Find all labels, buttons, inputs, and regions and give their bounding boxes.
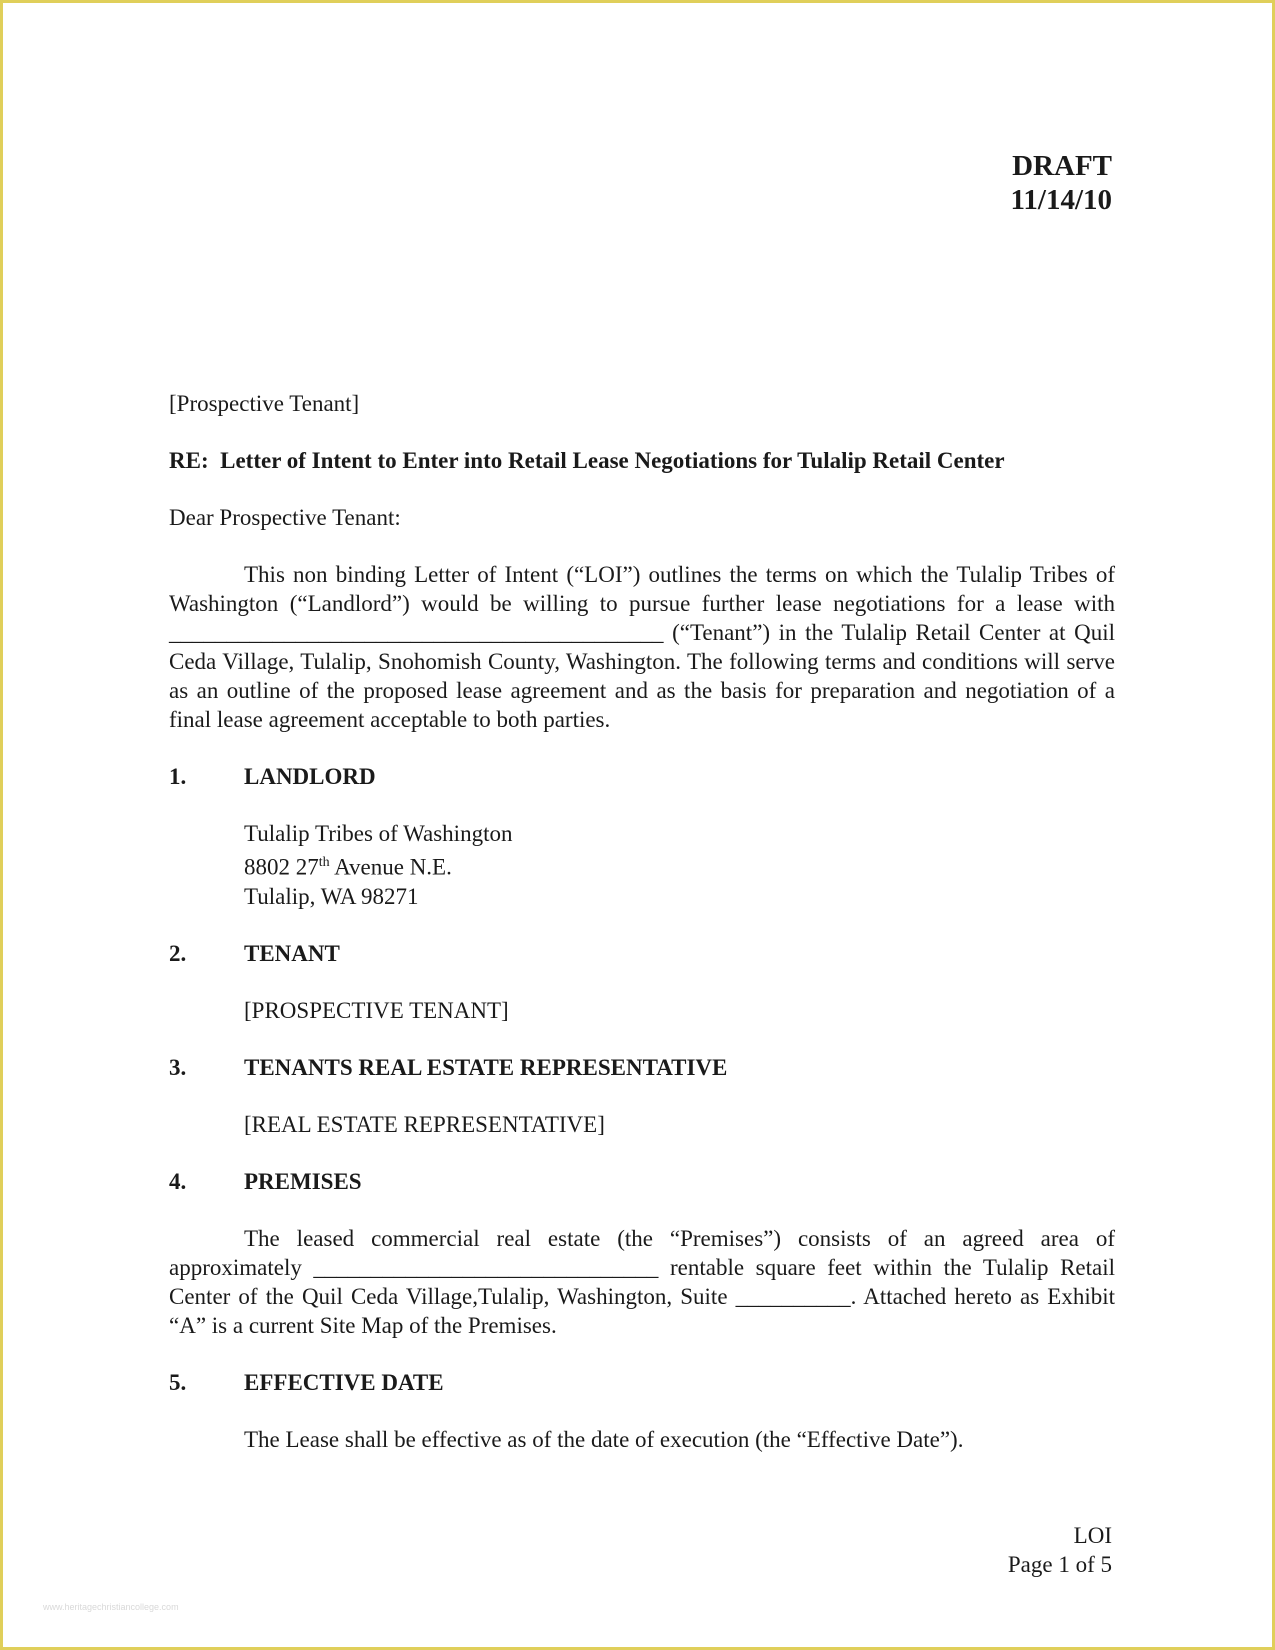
address-number: 8802 27	[244, 854, 319, 880]
section-number: 1.	[169, 764, 187, 789]
section-heading-landlord	[169, 762, 1115, 791]
re-line	[169, 446, 1115, 475]
tenant-placeholder: [Prospective Tenant]	[169, 391, 360, 416]
section-title: EFFECTIVE DATE	[244, 1369, 444, 1395]
tenant-content: [PROSPECTIVE TENANT]	[244, 997, 509, 1023]
section-heading-premises	[169, 1167, 1115, 1196]
section-title: LANDLORD	[244, 764, 376, 789]
draft-header	[1010, 149, 1112, 217]
section-heading-representative	[169, 1053, 1115, 1082]
section-title: TENANTS REAL ESTATE REPRESENTATIVE	[244, 1054, 728, 1080]
address-ordinal: th	[318, 855, 330, 870]
premises-paragraph: The leased commercial real estate (the “Premises”) consists of an agreed area of approximately ______________________________ rentable square feet within the Tulalip Retail Center of the Quil Ceda Village,Tulalip, Washington, Suite __________. Attached hereto as Exhibit “A” is a current Site Map of the Premises.	[169, 1225, 1115, 1338]
intro-paragraph: This non binding Letter of Intent (“LOI”) outlines the terms on which the Tulalip Tribes of Washington (“Landlord”) would be willing to pursue further lease negotiations for a lease with ___________________________________________ (“Tenant”) in the Tulalip Retail Center at Quil Ceda Village, Tulalip, Snohomish County, Washington. The following terms and conditions will serve as an outline of the proposed lease agreement and as the basis for preparation and negotiation of a final lease agreement acceptable to both parties.	[169, 562, 1115, 732]
footer-doc-label: LOI	[1073, 1523, 1112, 1548]
draft-date: 11/14/10	[1010, 184, 1112, 216]
address-line-3: Tulalip, WA 98271	[244, 883, 419, 909]
section-heading-tenant	[169, 939, 1115, 968]
section-number: 3.	[169, 1054, 187, 1080]
page-footer	[1008, 1521, 1112, 1579]
section-number: 2.	[169, 940, 187, 966]
section-number: 5.	[169, 1369, 187, 1395]
section-number: 4.	[169, 1168, 187, 1194]
salutation: Dear Prospective Tenant:	[169, 505, 401, 530]
watermark: www.heritagechristiancollege.com	[43, 1602, 179, 1612]
address-line-1: Tulalip Tribes of Washington	[244, 821, 513, 846]
re-label: RE:	[169, 448, 209, 473]
draft-label: DRAFT	[1012, 150, 1112, 182]
representative-content: [REAL ESTATE REPRESENTATIVE]	[244, 1111, 605, 1137]
effective-date-content: The Lease shall be effective as of the date of execution (the “Effective Date”).	[244, 1426, 964, 1452]
address-street: Avenue N.E.	[329, 854, 452, 880]
footer-page-number: Page 1 of 5	[1007, 1552, 1112, 1577]
letter-body	[169, 389, 1115, 1482]
address-line-2	[244, 848, 1115, 882]
section-heading-effective-date	[169, 1368, 1115, 1397]
section-title: TENANT	[244, 940, 340, 966]
re-subject: Letter of Intent to Enter into Retail Lease Negotiations for Tulalip Retail Center	[220, 448, 1005, 473]
landlord-address	[169, 819, 1115, 911]
section-title: PREMISES	[244, 1168, 362, 1194]
